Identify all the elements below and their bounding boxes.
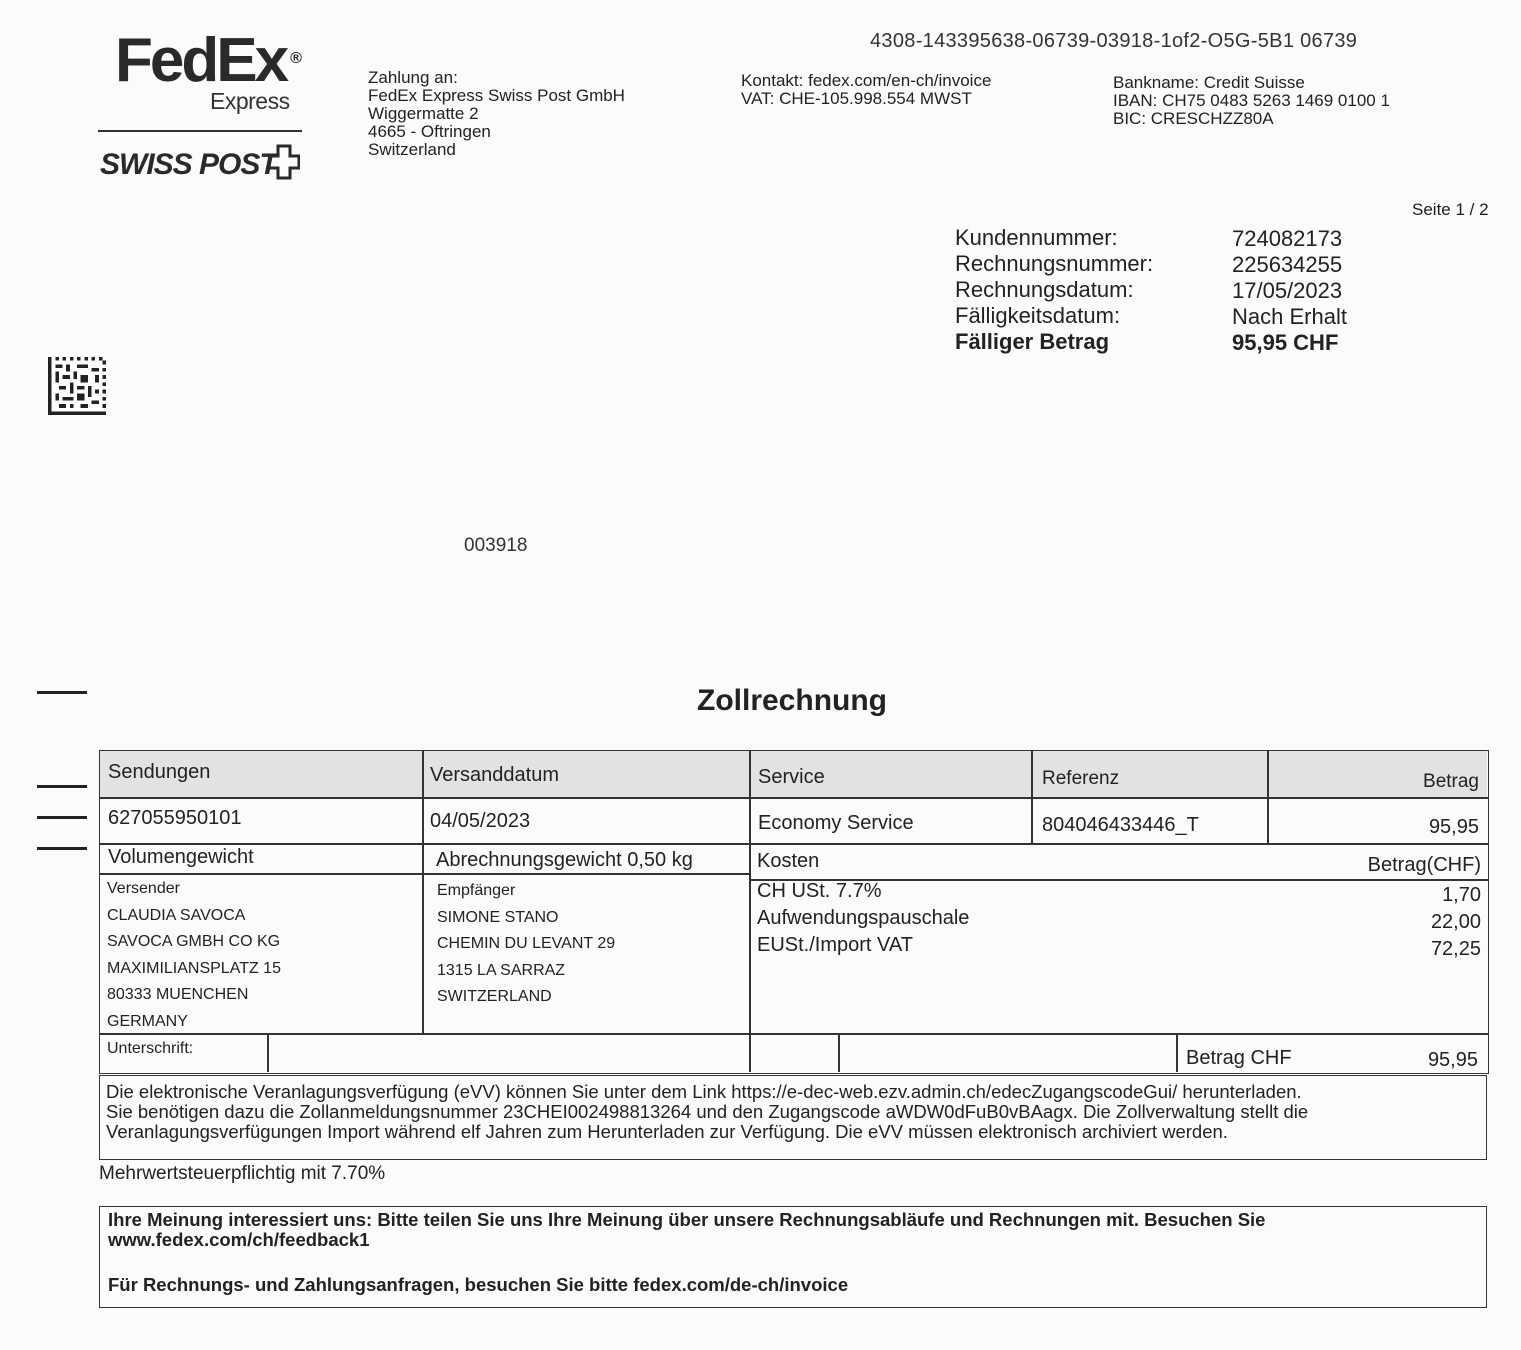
bank-info <box>1113 74 1390 128</box>
logo-divider <box>98 130 302 132</box>
costs-label: Kosten <box>757 850 820 872</box>
recipient-city: 1315 LA SARRAZ <box>437 961 566 979</box>
sender-city: 80333 MUENCHEN <box>107 986 249 1003</box>
sender-country: GERMANY <box>107 1012 188 1030</box>
fedex-logo: FedEx ® <box>115 26 302 95</box>
bank-name: Bankname: Credit Suisse <box>1113 73 1305 92</box>
vat-note: Mehrwertsteuerpflichtig mit 7.70% <box>99 1163 386 1184</box>
customer-number-label: Kundennummer: <box>955 225 1118 250</box>
due-date-label: Fälligkeitsdatum: <box>955 303 1121 328</box>
sender-company: SAVOCA GMBH CO KG <box>107 933 281 950</box>
fedex-logo-text: FedEx <box>115 26 287 95</box>
invoice-number-label: Rechnungsnummer: <box>955 251 1154 276</box>
col-header-service: Service <box>758 766 825 788</box>
cost-item-label: Aufwendungspauschale <box>757 907 970 929</box>
payment-country: Switzerland <box>368 140 456 159</box>
vat-number: VAT: CHE-105.998.554 MWST <box>741 89 972 108</box>
recipient-street: CHEMIN DU LEVANT 29 <box>437 935 616 952</box>
volume-weight-label: Volumengewicht <box>108 846 254 868</box>
recipient-country: SWITZERLAND <box>437 988 552 1005</box>
evv-line: Veranlagungsverfügungen Import während elf Jahren zum Herunterladen zur Verfügung. Die eVV müssen elektronisch archiviert werden. <box>106 1121 1228 1142</box>
payment-address <box>368 69 625 159</box>
document-barcode-number: 4308-143395638-06739-03918-1of2-O5G-5B1 06739 <box>870 30 1358 52</box>
service-type: Economy Service <box>758 812 914 834</box>
evv-line: Sie benötigen dazu die Zollanmeldungsnummer 23CHEI002498813264 und den Zugangscode aWDW0dFuB0vBAagx. Die Zollverwaltung stellt die <box>106 1101 1309 1122</box>
cost-item-value: 1,70 <box>1442 884 1481 906</box>
feedback-link[interactable]: www.fedex.com/ch/feedback1 <box>108 1229 370 1250</box>
swiss-post-logo: SWISS POST <box>100 148 277 181</box>
invoice-date: 17/05/2023 <box>1232 278 1343 303</box>
sender-name: CLAUDIA SAVOCA <box>107 906 246 924</box>
cost-item-value: 22,00 <box>1430 911 1481 933</box>
invoice-number: 225634255 <box>1232 252 1343 277</box>
document-title: Zollrechnung <box>697 684 887 717</box>
evv-notice <box>106 1082 1308 1142</box>
edge-mark <box>37 785 87 788</box>
cost-items <box>757 878 969 959</box>
payment-company: FedEx Express Swiss Post GmbH <box>368 86 625 105</box>
edge-mark <box>37 847 87 850</box>
sender-block <box>107 876 281 1035</box>
bank-iban: IBAN: CH75 0483 5263 1469 0100 1 <box>1113 91 1390 110</box>
edge-mark <box>37 816 87 819</box>
fedex-express-label: Express <box>210 88 290 114</box>
cost-item-label: CH USt. 7.7% <box>757 880 882 902</box>
feedback-text <box>108 1210 1265 1250</box>
bank-bic: BIC: CRESCHZZ80A <box>1113 109 1274 128</box>
payment-city: 4665 - Oftringen <box>368 122 491 141</box>
due-date: Nach Erhalt <box>1232 304 1347 329</box>
contact-url: Kontakt: fedex.com/en-ch/invoice <box>741 71 992 90</box>
customer-number: 724082173 <box>1232 226 1343 251</box>
col-header-betrag: Betrag <box>1423 771 1479 792</box>
edge-mark <box>37 691 87 694</box>
costs-amount-label: Betrag(CHF) <box>1367 854 1481 876</box>
feedback-line: Ihre Meinung interessiert uns: Bitte teilen Sie uns Ihre Meinung über unsere Rechnungsabläufe und Rechnungen mit. Besuchen Sie <box>108 1209 1266 1230</box>
billing-weight: Abrechnungsgewicht 0,50 kg <box>436 849 693 871</box>
signature-label: Unterschrift: <box>107 1040 194 1057</box>
payment-street: Wiggermatte 2 <box>368 104 479 123</box>
document-reference-number: 003918 <box>464 535 528 556</box>
invoice-date-label: Rechnungsdatum: <box>955 277 1134 302</box>
col-header-versanddatum: Versanddatum <box>430 764 559 786</box>
evv-line: Die elektronische Veranlagungsverfügung (eVV) können Sie unter dem Link https://e-dec-web.ezv.admin.ch/edecZugangscodeGui/ herunterladen. <box>106 1081 1302 1102</box>
sender-street: MAXIMILIANSPLATZ 15 <box>107 959 281 977</box>
ship-date: 04/05/2023 <box>430 810 531 832</box>
recipient-block <box>437 878 615 1011</box>
invoice-inquiry-text: Für Rechnungs- und Zahlungsanfragen, besuchen Sie bitte fedex.com/de-ch/invoice <box>108 1274 849 1295</box>
reference-number: 804046433446_T <box>1042 814 1199 836</box>
col-header-sendungen: Sendungen <box>108 761 211 783</box>
datamatrix-code-icon <box>48 357 106 415</box>
payment-label: Zahlung an: <box>368 68 458 87</box>
total-amount: 95,95 <box>1427 1049 1478 1071</box>
cost-values <box>1431 882 1481 963</box>
recipient-label: Empfänger <box>437 882 516 899</box>
shipment-amount: 95,95 <box>1428 816 1479 838</box>
contact-info <box>741 72 991 108</box>
amount-due-label: Fälliger Betrag <box>955 329 1110 354</box>
cost-item-value: 72,25 <box>1430 938 1481 960</box>
shipment-number: 627055950101 <box>108 807 242 829</box>
recipient-name: SIMONE STANO <box>437 908 559 926</box>
cost-item-label: EUSt./Import VAT <box>757 934 913 956</box>
amount-due: 95,95 CHF <box>1232 330 1339 355</box>
swiss-cross-icon <box>268 144 300 184</box>
sender-label: Versender <box>107 880 180 897</box>
page-number: Seite 1 / 2 <box>1412 200 1489 219</box>
col-header-referenz: Referenz <box>1042 768 1120 789</box>
total-label: Betrag CHF <box>1186 1047 1292 1069</box>
